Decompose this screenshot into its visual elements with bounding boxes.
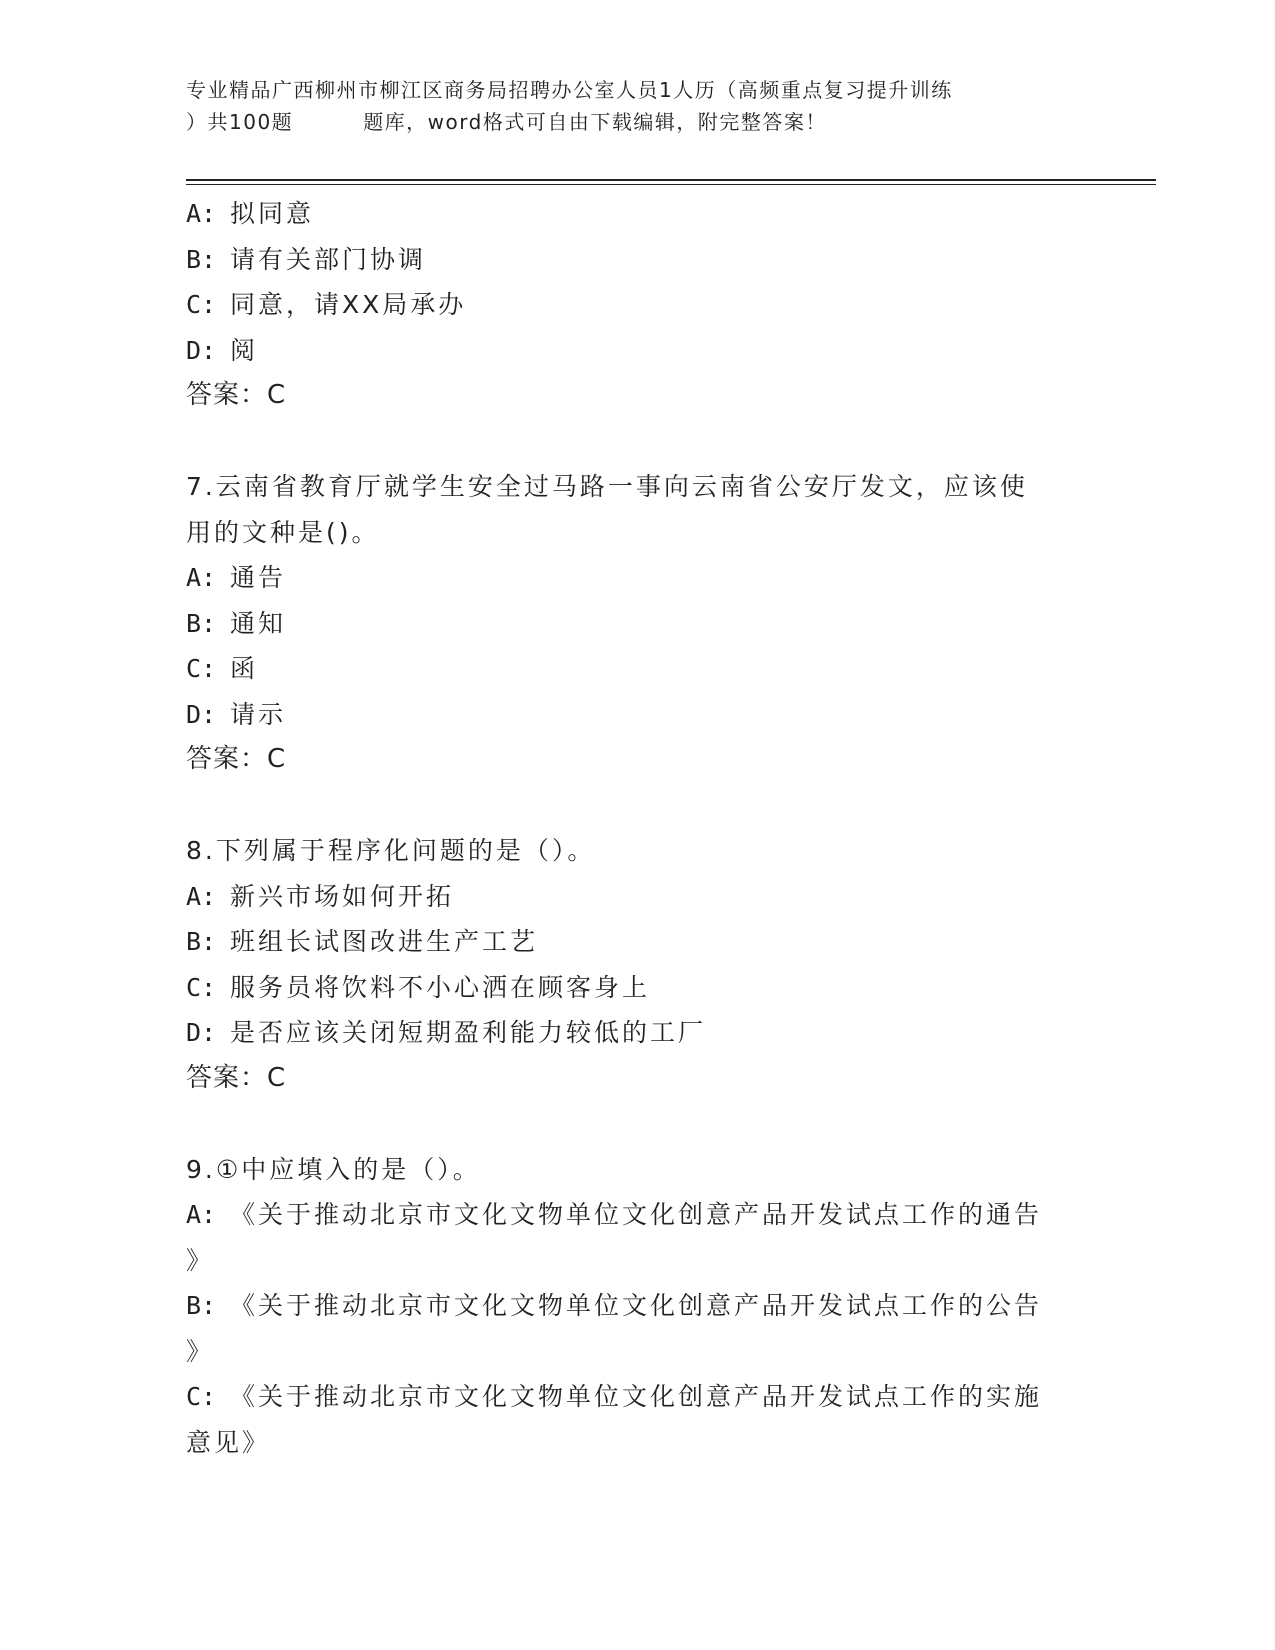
option-text: 通知 <box>230 608 287 638</box>
option-text: 函 <box>230 654 259 683</box>
option-key: A: <box>186 1200 217 1229</box>
option-text: 同意，请XX局承办 <box>230 290 467 319</box>
option-key: D: <box>186 1018 217 1047</box>
answer-line: 答案：C <box>186 744 287 774</box>
header-question-count: ）共100题 <box>186 110 294 134</box>
option-c <box>186 965 1086 1011</box>
header-title-line-2 <box>186 106 1086 138</box>
option-key: C: <box>186 972 217 1002</box>
header-title-line-1: 专业精品广西柳州市柳江区商务局招聘办公室人员1人历（高频重点复习提升训练 <box>186 78 953 102</box>
option-text: 《关于推动北京市文化文物单位文化创意产品开发试点工作的公告 <box>230 1291 1043 1320</box>
option-key: C: <box>186 654 217 683</box>
option-text: 阅 <box>230 335 259 365</box>
option-text: 新兴市场如何开拓 <box>230 881 455 911</box>
option-key: A: <box>186 199 217 228</box>
question-list <box>186 191 1086 1465</box>
option-key: C: <box>186 1382 217 1411</box>
question-7 <box>186 464 1086 783</box>
option-key: A: <box>186 881 217 911</box>
option-b <box>186 919 1086 965</box>
option-c-continued: 意见》 <box>186 1427 271 1457</box>
option-a <box>186 1192 1086 1238</box>
option-key: C: <box>186 290 217 319</box>
option-b <box>186 237 1086 283</box>
question-6-continued <box>186 191 1086 419</box>
option-b <box>186 601 1086 647</box>
option-a <box>186 874 1086 920</box>
header-description: 题库，word格式可自由下载编辑，附完整答案！ <box>363 110 827 134</box>
header-rule-thin <box>186 184 1156 185</box>
option-key: B: <box>186 927 217 956</box>
option-c <box>186 1374 1086 1420</box>
option-a <box>186 555 1086 601</box>
question-stem-continued: 用的文种是()。 <box>186 517 380 547</box>
option-d <box>186 692 1086 738</box>
option-d <box>186 1010 1086 1056</box>
option-d <box>186 328 1086 374</box>
option-text: 《关于推动北京市文化文物单位文化创意产品开发试点工作的通告 <box>230 1200 1043 1229</box>
option-a-continued: 》 <box>186 1245 215 1275</box>
answer-line: 答案：C <box>186 1062 287 1093</box>
option-text: 拟同意 <box>230 199 315 228</box>
question-stem: 7.云南省教育厅就学生安全过马路一事向云南省公安厅发文，应该使 <box>186 472 1028 501</box>
option-key: D: <box>186 335 217 365</box>
option-text: 服务员将饮料不小心洒在顾客身上 <box>230 972 651 1002</box>
option-key: B: <box>186 1291 217 1320</box>
question-stem: 9.①中应填入的是（）。 <box>186 1154 481 1184</box>
option-a <box>186 191 1086 237</box>
option-text: 请示 <box>230 699 287 729</box>
answer-line: 答案：C <box>186 380 287 410</box>
question-stem: 8.下列属于程序化问题的是（）。 <box>186 836 596 865</box>
option-text: 《关于推动北京市文化文物单位文化创意产品开发试点工作的实施 <box>230 1382 1043 1411</box>
option-key: A: <box>186 563 217 592</box>
option-text: 通告 <box>230 563 287 592</box>
option-text: 是否应该关闭短期盈利能力较低的工厂 <box>230 1018 707 1047</box>
document-header <box>186 74 1086 138</box>
option-key: B: <box>186 244 217 274</box>
option-c <box>186 646 1086 692</box>
option-text: 请有关部门协调 <box>230 244 427 274</box>
option-key: D: <box>186 699 217 729</box>
option-b <box>186 1283 1086 1329</box>
option-key: B: <box>186 608 217 638</box>
question-8 <box>186 828 1086 1101</box>
option-b-continued: 》 <box>186 1336 215 1366</box>
option-text: 班组长试图改进生产工艺 <box>230 927 539 956</box>
option-c <box>186 282 1086 328</box>
question-9 <box>186 1147 1086 1466</box>
header-rule-thick <box>186 179 1156 181</box>
